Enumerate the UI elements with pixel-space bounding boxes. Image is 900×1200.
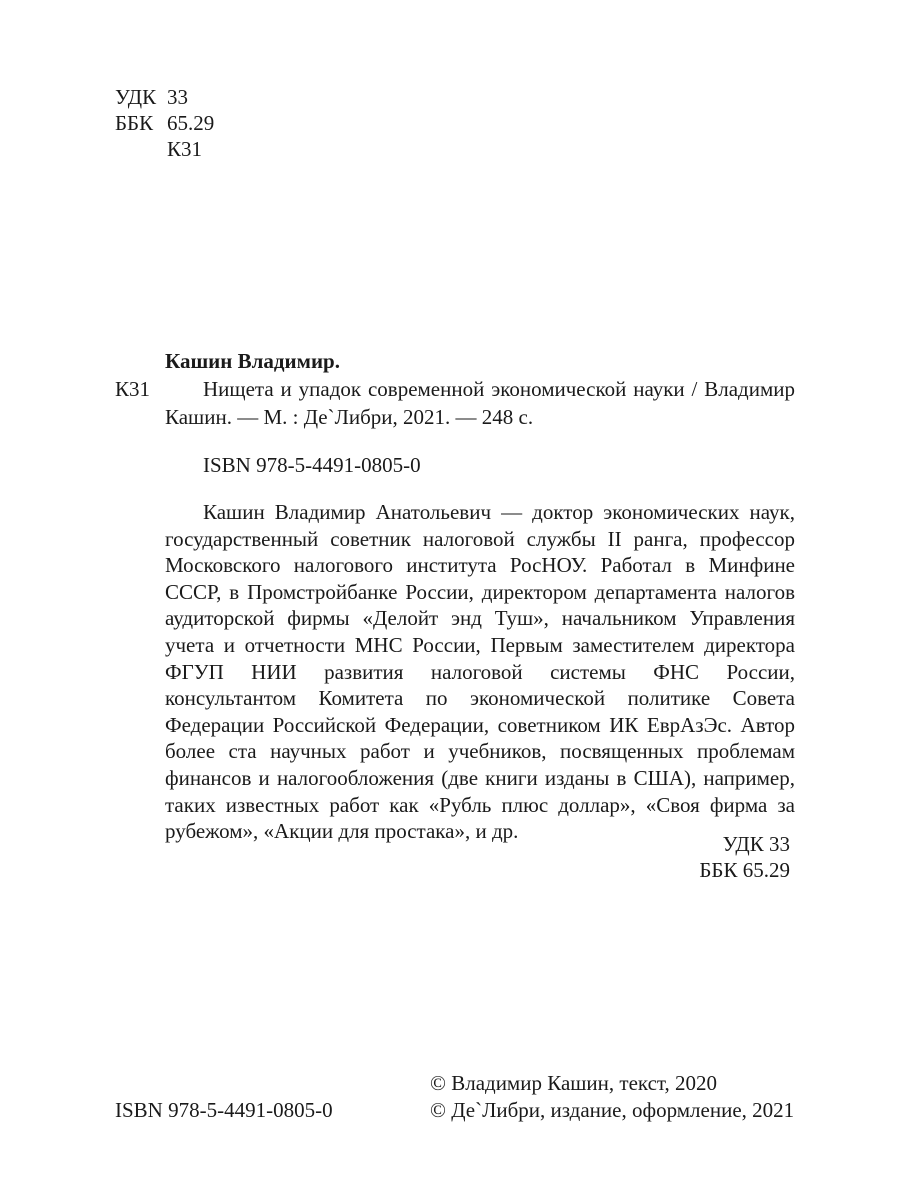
udk-label: УДК — [115, 85, 157, 109]
bbk-label: ББК — [115, 111, 154, 135]
author-heading: Кашин Владимир. — [165, 349, 340, 373]
bottom-bbk: ББК 65.29 — [699, 858, 790, 882]
copyright-block — [430, 1070, 794, 1124]
cutter-row — [115, 136, 214, 162]
copyright-edition: © Де`Либри, издание, оформление, 2021 — [430, 1098, 795, 1122]
bbk-value: 65.29 — [167, 111, 215, 135]
cutter-label — [115, 136, 167, 162]
annotation-paragraph: Кашин Владимир Анатольевич — доктор экономических наук, государственный советник налоговой службы II ранга, профессор Московского налогового института РосНОУ. Работал в Минфине СССР, в Промстройбанке России, директором департамента налогов аудиторской фирмы «Делойт энд Туш», начальником Управления учета и отчетности МНС России, Первым заместителем директора ФГУП НИИ развития налоговой системы ФНС России, консультантом Комитета по экономической политике Совета Федерации Российской Федерации, советником ИК ЕврАзЭс. Автор более ста научных работ и учебников, посвященных проблемам финансов и налогообложения (две книги изданы в США), например, таких известных работ как «Рубль плюс доллар», «Своя фирма за рубежом», «Акции для простака», и др. — [165, 500, 795, 844]
bibliographic-entry — [115, 347, 795, 845]
title-block — [115, 375, 795, 431]
entry-isbn: ISBN 978-5-4491-0805-0 — [203, 453, 421, 477]
cutter-value: К31 — [167, 137, 203, 161]
cutter-mark: К31 — [115, 377, 151, 401]
footer-isbn: ISBN 978-5-4491-0805-0 — [115, 1098, 333, 1122]
classification-codes — [115, 84, 214, 162]
title-description: Нищета и упадок современной экономической науки / Владимир Кашин. — М. : Де`Либри, 2021. — 248 с. — [165, 377, 795, 429]
copyright-text: © Владимир Кашин, текст, 2020 — [430, 1071, 718, 1095]
udk-row — [115, 84, 214, 110]
bottom-udk: УДК 33 — [722, 832, 790, 856]
bottom-classification — [699, 831, 790, 883]
bbk-row — [115, 110, 214, 136]
udk-value: 33 — [167, 85, 188, 109]
